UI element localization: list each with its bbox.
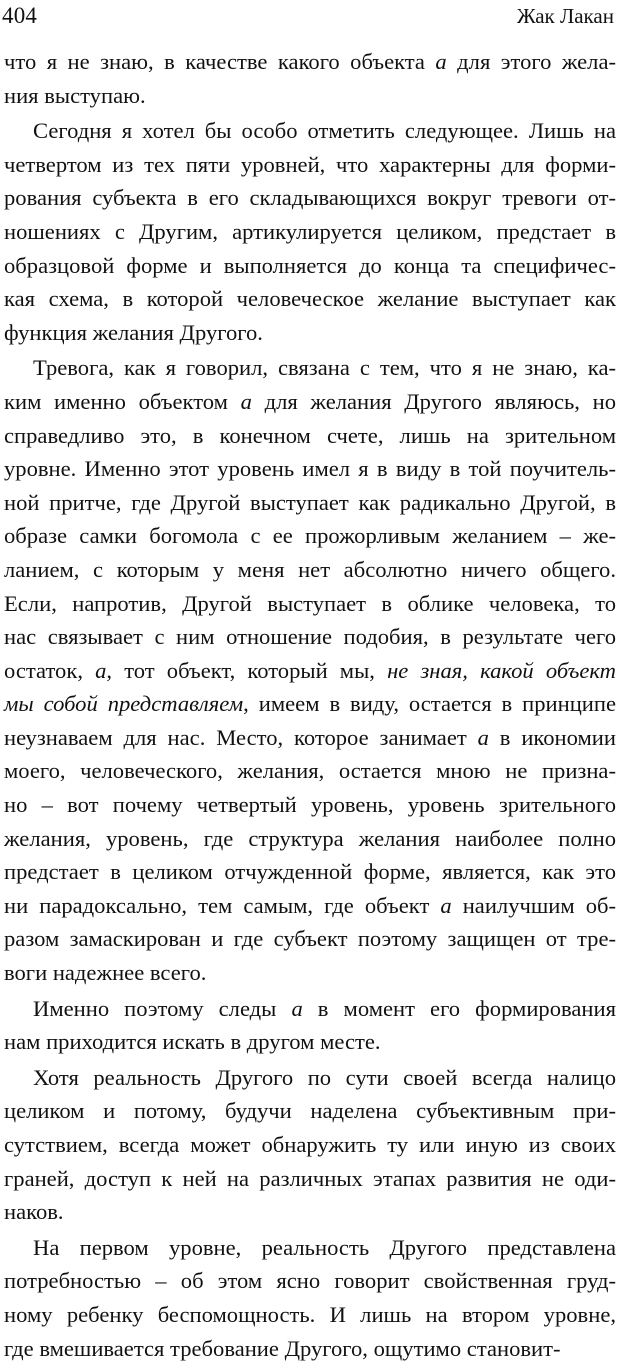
paragraph xyxy=(4,45,616,112)
text-line xyxy=(4,553,616,587)
text-line xyxy=(4,654,616,688)
text-run: ния выступаю. xyxy=(4,82,146,108)
paragraph xyxy=(4,351,616,989)
text-run: сутствием, всегда может обнаружить ту или иную из своих xyxy=(4,1132,616,1157)
text-run: нас связывает с ним отношение подобия, в результате чего xyxy=(4,624,616,650)
text-run: где вмешивается требование Другого, ощутимо становит- xyxy=(4,1335,561,1361)
text-run: воги надежнее всего. xyxy=(4,960,207,986)
text-run: для этого жела- xyxy=(446,49,616,74)
text-line xyxy=(4,249,616,283)
text-run: Хотя реальность Другого по сути своей всегда налицо xyxy=(33,1064,616,1090)
text-line xyxy=(4,519,616,553)
text-run: рования субъекта в его складывающихся вокруг тревоги от- xyxy=(4,185,616,211)
text-run: неузнаваем для нас. Место, которое занимает xyxy=(4,724,478,750)
text-run: справедливо это, в конечном счете, лишь на зрительном xyxy=(4,422,616,448)
text-run: разом замаскирован и где субъект поэтому защищен от тре- xyxy=(4,926,616,952)
text-run: ной притче, где Другой выступает как радикально Другой, в xyxy=(4,489,616,515)
text-line xyxy=(4,45,616,79)
text-line xyxy=(4,788,616,822)
text-run: наилучшим об- xyxy=(451,892,617,918)
paragraph xyxy=(4,114,616,349)
text-line xyxy=(4,486,616,520)
text-run: образе самки богомола с ее прожорливым желанием – же- xyxy=(4,523,616,549)
text-line xyxy=(4,587,616,621)
text-run: остаток, xyxy=(4,657,96,683)
text-line xyxy=(4,1298,616,1332)
text-run: уровне. Именно этот уровень имел я в виду в той поучитель- xyxy=(4,456,616,482)
text-line xyxy=(4,721,616,755)
text-run: функция желания Другого. xyxy=(4,319,263,345)
text-run: граней, доступ к ней на различных этапах развития не оди- xyxy=(4,1165,616,1191)
paragraph xyxy=(4,1231,616,1365)
text-run: моего, человеческого, желания, остается мною не призна- xyxy=(4,758,616,784)
text-run: Тревога, как я говорил, связана с тем, что я не знаю, ка- xyxy=(33,355,616,381)
text-run: ному ребенку беспомощность. И лишь на втором уровне, xyxy=(4,1301,616,1327)
text-line xyxy=(4,419,616,453)
text-line xyxy=(4,855,616,889)
text-line xyxy=(4,620,616,654)
text-run: образцовой форме и выполняется до конца та специфичес- xyxy=(4,252,616,278)
page-number: 404 xyxy=(2,3,38,28)
italic-run: не зная, какой объект xyxy=(387,657,616,683)
paragraph xyxy=(4,1061,616,1229)
text-line xyxy=(4,1094,616,1128)
text-line xyxy=(4,1025,616,1059)
text-run: Если, напротив, Другой выступает в облике человека, то xyxy=(4,590,616,616)
text-run: ланием, с которым у меня нет абсолютно ничего общего. xyxy=(4,556,616,582)
text-run: На первом уровне, реальность Другого представлена xyxy=(33,1234,616,1260)
paragraph xyxy=(4,992,616,1059)
text-run: ношениях с Другим, артикулируется целиком, предстает в xyxy=(4,218,616,244)
text-run: Сегодня я хотел бы особо отметить следующее. Лишь на xyxy=(33,118,616,144)
text-run: в момент его формирования xyxy=(302,995,616,1021)
text-line xyxy=(4,1332,616,1365)
text-line xyxy=(4,452,616,486)
text-line xyxy=(4,148,616,182)
text-run: желания, уровень, где структура желания наиболее полно xyxy=(4,825,616,851)
text-line xyxy=(4,316,616,350)
text-run: Именно поэтому следы xyxy=(33,995,292,1021)
text-line xyxy=(4,687,616,721)
text-run: предстает в целиком отчужденной форме, является, как это xyxy=(4,859,616,885)
text-line xyxy=(4,956,616,990)
text-line xyxy=(4,114,616,148)
text-run: для желания Другого являюсь, но xyxy=(251,388,616,414)
italic-run: а xyxy=(435,49,447,74)
text-line xyxy=(4,922,616,956)
body-text xyxy=(4,45,616,1365)
text-run: , имеем в виду, остается в принципе xyxy=(243,691,616,717)
text-line xyxy=(4,889,616,923)
italic-run: а xyxy=(240,388,252,414)
text-run: целиком и потому, будучи наделена субъективным при- xyxy=(4,1098,616,1124)
text-run: ким именно объектом xyxy=(4,388,241,414)
text-run: четвертом из тех пяти уровней, что характерны для форми- xyxy=(4,151,616,177)
text-line xyxy=(4,992,616,1026)
text-line xyxy=(4,385,616,419)
text-run: кая схема, в которой человеческое желание выступает как xyxy=(4,286,616,312)
text-line xyxy=(4,1195,616,1229)
italic-run: а xyxy=(95,657,107,683)
running-head: Жак Лакан xyxy=(516,4,614,28)
text-run: ни парадоксально, тем самым, где объект xyxy=(4,892,441,918)
text-line xyxy=(4,282,616,316)
italic-run: а xyxy=(440,892,452,918)
italic-run: а xyxy=(291,995,303,1021)
page-header xyxy=(2,2,614,34)
text-line xyxy=(4,1231,616,1265)
text-line xyxy=(4,1162,616,1196)
italic-run: мы собой представляем xyxy=(4,691,244,717)
text-run: но – вот почему четвертый уровень, уровень зрительного xyxy=(4,792,616,818)
text-line xyxy=(4,351,616,385)
text-line xyxy=(4,215,616,249)
text-line xyxy=(4,181,616,215)
text-run: наков. xyxy=(4,1199,64,1225)
italic-run: а xyxy=(477,724,489,750)
text-run: , тот объект, который мы, xyxy=(106,657,388,683)
text-run: потребностью – об этом ясно говорит свойственная груд- xyxy=(4,1268,616,1294)
text-line xyxy=(4,1264,616,1298)
text-line xyxy=(4,79,616,113)
text-line xyxy=(4,822,616,856)
text-run: нам приходится искать в другом месте. xyxy=(4,1029,381,1055)
text-run: что я не знаю, в качестве какого объекта xyxy=(4,49,436,74)
text-line xyxy=(4,754,616,788)
text-line xyxy=(4,1061,616,1095)
text-run: в икономии xyxy=(488,724,616,750)
